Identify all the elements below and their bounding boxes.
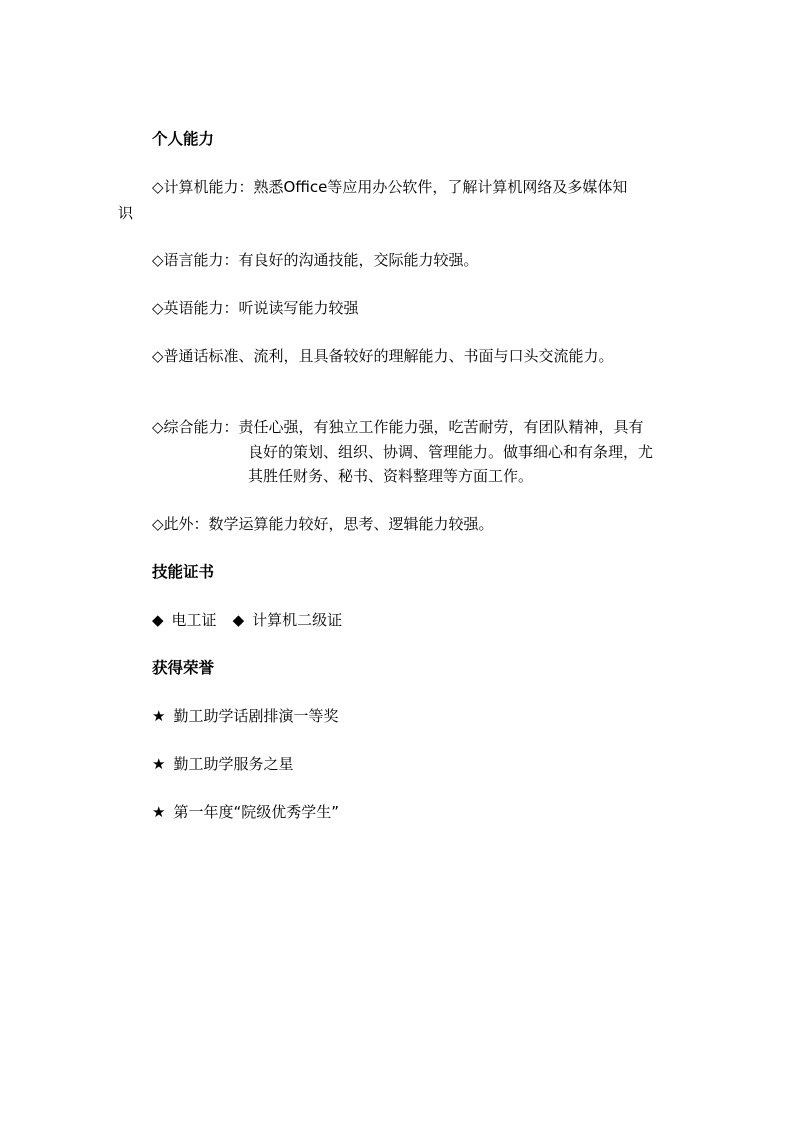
honor-item [152,802,339,822]
computer-ability-line-2: 识 [118,204,134,222]
black-star-icon: ★ [152,803,166,821]
english-ability: ◇英语能力：听说读写能力较强 [152,299,359,317]
overall-ability-line-1: ◇综合能力：责任心强，有独立工作能力强，吃苦耐劳，有团队精神，具有 [152,418,644,436]
honor-text: 勤工助学服务之星 [173,755,294,773]
overall-ability-line-2: 良好的策划、组织、协调、管理能力。做事细心和有条理，尤 [248,443,654,461]
honor-item [152,706,338,726]
abilities-heading: 个人能力 [152,130,215,148]
overall-ability-line-3: 其胜任财务、秘书、资料整理等方面工作。 [248,467,534,485]
mandarin-ability: ◇普通话标准、流利，且具备较好的理解能力、书面与口头交流能力。 [152,347,614,365]
honors-heading: 获得荣誉 [152,659,215,677]
black-diamond-icon: ◆ [232,611,245,629]
certificate-item: 电工证 [171,611,217,629]
computer-ability-line-1: ◇计算机能力：熟悉Office等应用办公软件，了解计算机网络及多媒体知 [152,178,628,196]
other-ability: ◇此外：数学运算能力较好，思考、逻辑能力较强。 [152,515,494,533]
honor-item [152,754,293,774]
black-diamond-icon: ◆ [152,611,164,629]
certificates-heading: 技能证书 [152,563,215,581]
honor-text: 第一年度“院级优秀学生” [173,803,339,821]
certificate-item: 计算机二级证 [252,611,343,629]
language-ability: ◇语言能力：有良好的沟通技能，交际能力较强。 [152,251,479,269]
honor-text: 勤工助学话剧排演一等奖 [173,707,339,725]
certificates-row [152,610,342,630]
black-star-icon: ★ [152,755,166,773]
black-star-icon: ★ [152,707,166,725]
